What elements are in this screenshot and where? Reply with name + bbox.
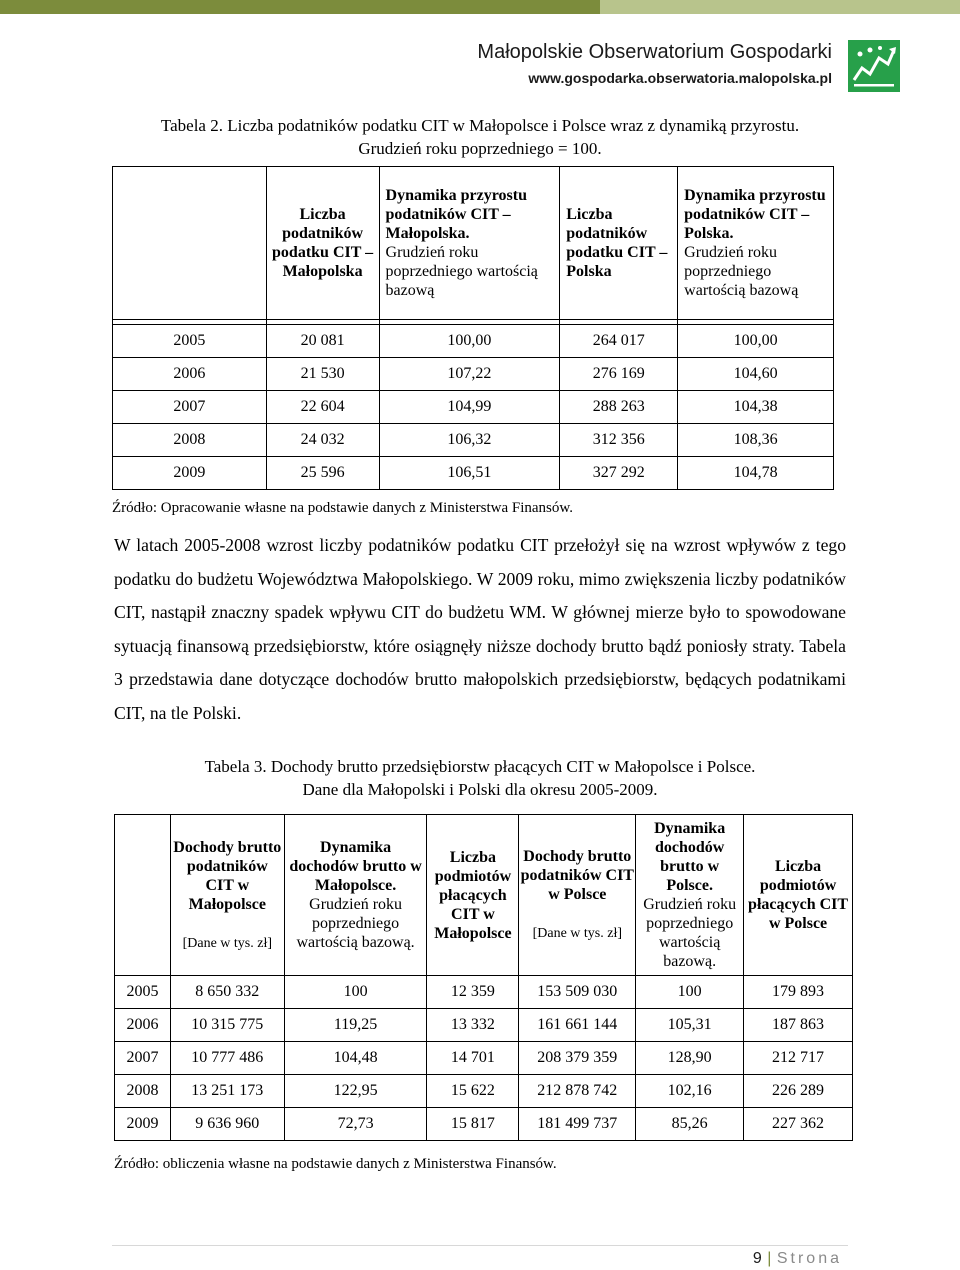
table-cell: 179 893: [744, 976, 853, 1009]
table-cell: 212 717: [744, 1042, 853, 1075]
table-row: [115, 1108, 853, 1141]
table-cell: 161 661 144: [519, 1009, 636, 1042]
table2-caption-line1: Tabela 2. Liczba podatników podatku CIT w Małopolsce i Polsce wraz z dynamiką przyrostu.: [160, 116, 800, 135]
table-cell: 8 650 332: [170, 976, 284, 1009]
table-cell: 104,38: [678, 391, 834, 424]
table-cell: 2007: [115, 1042, 171, 1075]
table3-caption: [0, 755, 960, 801]
body-paragraph: W latach 2005-2008 wzrost liczby podatników podatku CIT przełożył się na wzrost wpływów z tego podatku do budżetu Województwa Małopolskiego. W 2009 roku, mimo zwiększenia liczby podatników CIT, nastąpił znaczny spadek wpływu CIT do budżetu WM. W głównej mierze było to spowodowane sytuacją finansową przedsiębiorstw, które osiągnęły niższe dochody brutto bądź poniosły straty. Tabela 3 przedstawia dane dotyczące dochodów brutto małopolskich przedsiębiorstw, będących podatnikami CIT, na tle Polski.: [114, 535, 846, 723]
table3-header-cell: Liczba podmiotów płacących CIT w Polsce: [744, 815, 853, 976]
table2-header-cell: Dynamika przyrostu podatników CIT – Małopolska. Grudzień roku poprzedniego wartością bazową: [379, 167, 560, 320]
table3-header-cell: Dochody brutto podatników CIT w Małopolsce [Dane w tys. zł]: [170, 815, 284, 976]
table3: [114, 814, 853, 1141]
table-cell: 20 081: [266, 325, 379, 358]
table-row: [115, 1042, 853, 1075]
table-cell: 119,25: [284, 1009, 427, 1042]
table-cell: 226 289: [744, 1075, 853, 1108]
table-cell: 15 622: [427, 1075, 519, 1108]
table3-header-cell: Dochody brutto podatników CIT w Polsce [Dane w tys. zł]: [519, 815, 636, 976]
table-cell: 227 362: [744, 1108, 853, 1141]
table-cell: 100: [636, 976, 744, 1009]
table2-caption: [0, 114, 960, 160]
table3-caption-line2: Dane dla Małopolski i Polski dla okresu 2005-2009.: [302, 780, 658, 799]
table-row: [113, 457, 834, 490]
table-cell: 312 356: [560, 424, 678, 457]
page-separator: |: [767, 1250, 772, 1267]
table-cell: 2006: [113, 358, 267, 391]
table-cell: 104,78: [678, 457, 834, 490]
table-cell: 104,48: [284, 1042, 427, 1075]
table-cell: 15 817: [427, 1108, 519, 1141]
table-cell: 327 292: [560, 457, 678, 490]
table-cell: 107,22: [379, 358, 560, 391]
table3-header-empty: [115, 815, 171, 976]
table-cell: 106,51: [379, 457, 560, 490]
table-row: [115, 976, 853, 1009]
table3-header-row: [115, 815, 853, 976]
table-row: [113, 325, 834, 358]
table-row: [113, 358, 834, 391]
table-cell: 104,99: [379, 391, 560, 424]
table3-header-cell: Liczba podmiotów płacących CIT w Małopolsce: [427, 815, 519, 976]
table-cell: 264 017: [560, 325, 678, 358]
table-cell: 2008: [115, 1075, 171, 1108]
table2-header-cell: Liczba podatników podatku CIT – Polska: [560, 167, 678, 320]
table-cell: 25 596: [266, 457, 379, 490]
table-cell: 105,31: [636, 1009, 744, 1042]
table-cell: 14 701: [427, 1042, 519, 1075]
table-cell: 187 863: [744, 1009, 853, 1042]
table-cell: 24 032: [266, 424, 379, 457]
table-cell: 10 777 486: [170, 1042, 284, 1075]
table-cell: 2008: [113, 424, 267, 457]
footer-divider: [112, 1245, 848, 1246]
table2-header-row: [113, 167, 834, 320]
table-cell: 208 379 359: [519, 1042, 636, 1075]
table-cell: 212 878 742: [519, 1075, 636, 1108]
table2: [112, 166, 834, 490]
organization-logo: [848, 40, 900, 92]
table-cell: 100: [284, 976, 427, 1009]
table-cell: 106,32: [379, 424, 560, 457]
table-cell: 2007: [113, 391, 267, 424]
table-cell: 2009: [115, 1108, 171, 1141]
table2-caption-line2: Grudzień roku poprzedniego = 100.: [358, 139, 602, 158]
table-row: [115, 1009, 853, 1042]
table-cell: 85,26: [636, 1108, 744, 1141]
table2-header-cell: Liczba podatników podatku CIT – Małopolska: [266, 167, 379, 320]
table-cell: 100,00: [379, 325, 560, 358]
table-cell: 9 636 960: [170, 1108, 284, 1141]
organization-url: www.gospodarka.obserwatoria.malopolska.pl: [528, 70, 832, 86]
table2-header-empty: [113, 167, 267, 320]
table-cell: 122,95: [284, 1075, 427, 1108]
table-cell: 2005: [115, 976, 171, 1009]
table-cell: 10 315 775: [170, 1009, 284, 1042]
table-cell: 13 332: [427, 1009, 519, 1042]
table-cell: 102,16: [636, 1075, 744, 1108]
table-cell: 276 169: [560, 358, 678, 391]
table-cell: 2006: [115, 1009, 171, 1042]
table-cell: 22 604: [266, 391, 379, 424]
table-cell: 2009: [113, 457, 267, 490]
table2-source: Źródło: Opracowanie własne na podstawie danych z Ministerstwa Finansów.: [112, 500, 573, 516]
table-cell: 100,00: [678, 325, 834, 358]
table-cell: 72,73: [284, 1108, 427, 1141]
table-cell: 153 509 030: [519, 976, 636, 1009]
table3-header-cell: Dynamika dochodów brutto w Małopolsce. Grudzień roku poprzedniego wartością bazową.: [284, 815, 427, 976]
table-row: [113, 424, 834, 457]
table-cell: 288 263: [560, 391, 678, 424]
table-cell: 13 251 173: [170, 1075, 284, 1108]
organization-name: Małopolskie Obserwatorium Gospodarki: [477, 41, 832, 63]
table-row: [113, 391, 834, 424]
table-cell: 2005: [113, 325, 267, 358]
table-cell: 104,60: [678, 358, 834, 391]
table-cell: 21 530: [266, 358, 379, 391]
table-cell: 181 499 737: [519, 1108, 636, 1141]
table3-header-cell: Dynamika dochodów brutto w Polsce. Grudzień roku poprzedniego wartością bazową.: [636, 815, 744, 976]
table-cell: 128,90: [636, 1042, 744, 1075]
table-row: [115, 1075, 853, 1108]
header-bar: [0, 0, 960, 14]
table-cell: 12 359: [427, 976, 519, 1009]
table3-source: Źródło: obliczenia własne na podstawie danych z Ministerstwa Finansów.: [114, 1156, 557, 1172]
table-cell: 108,36: [678, 424, 834, 457]
page-word: Strona: [776, 1250, 842, 1267]
table2-header-cell: Dynamika przyrostu podatników CIT – Polska. Grudzień roku poprzedniego wartością bazową: [678, 167, 834, 320]
table3-caption-line1: Tabela 3. Dochody brutto przedsiębiorstw płacących CIT w Małopolsce i Polsce.: [204, 757, 756, 776]
page-number: [753, 1250, 842, 1268]
page-number-value: 9: [752, 1250, 763, 1267]
